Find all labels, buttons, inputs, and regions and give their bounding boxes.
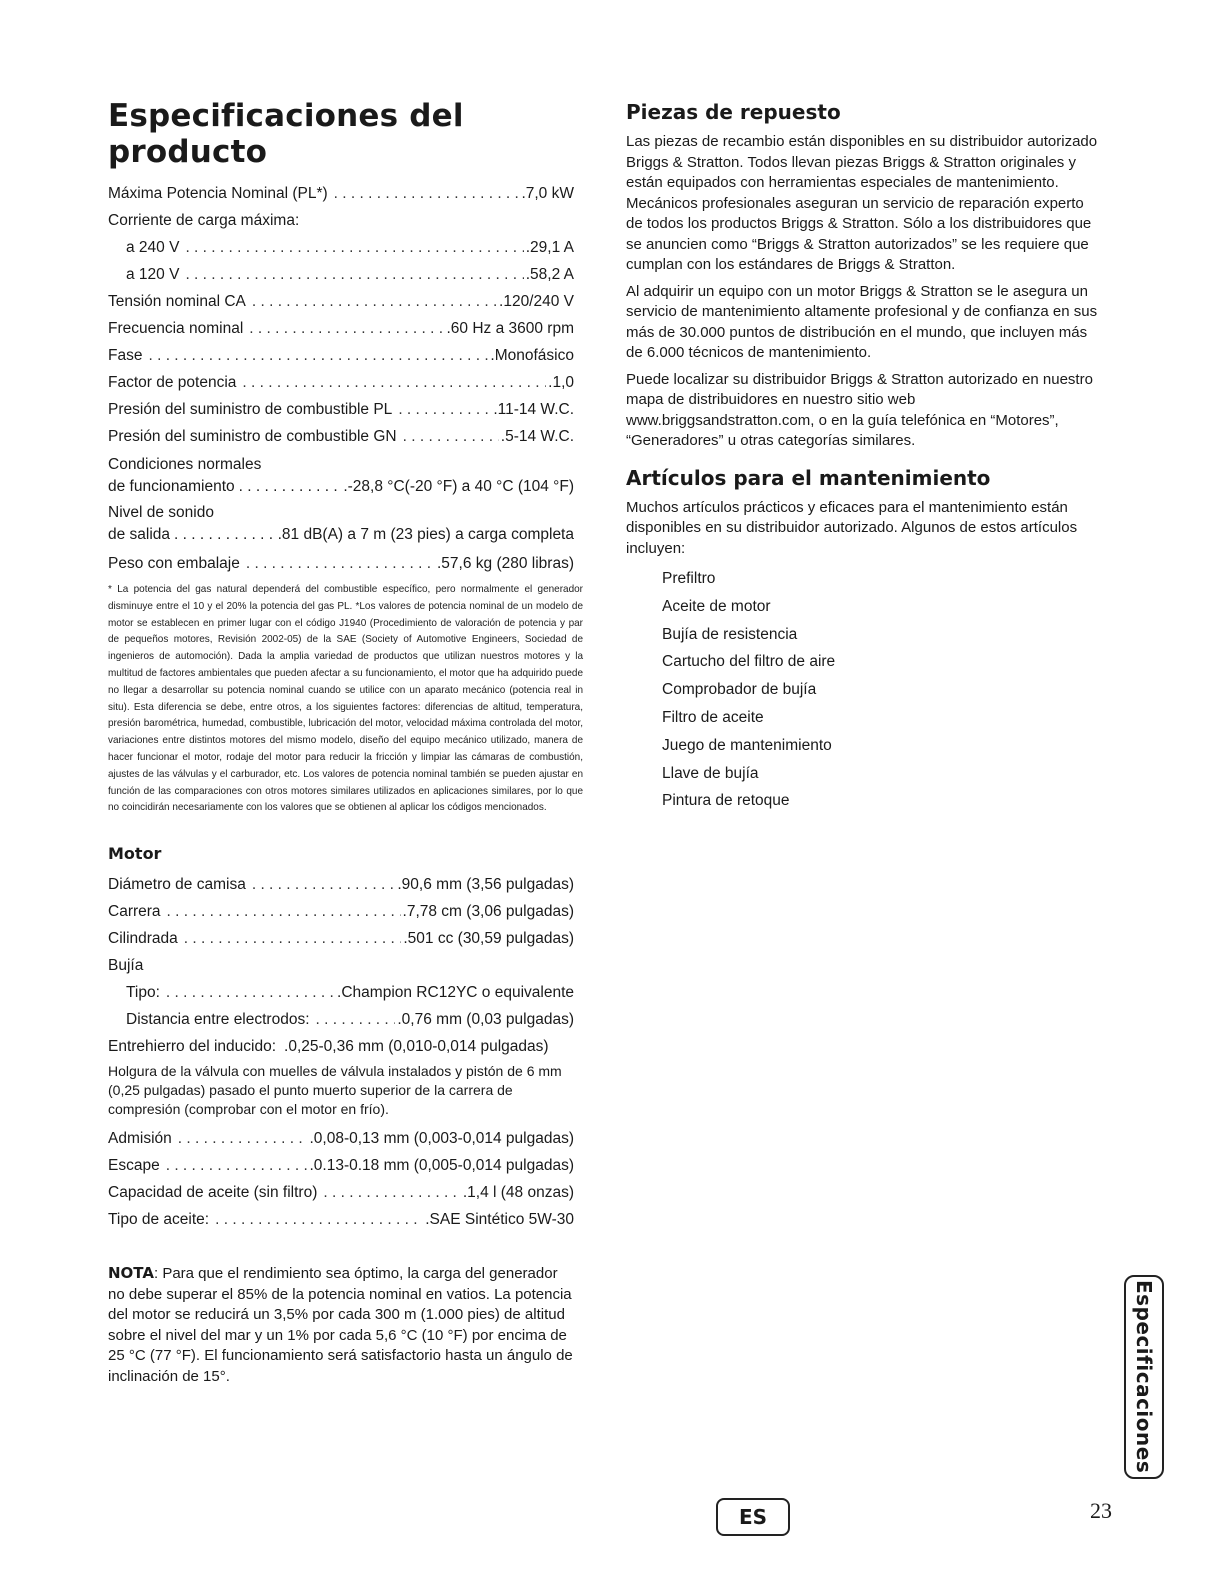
list-item: Comprobador de bujía — [662, 681, 817, 699]
spec-row: Tipo de aceite: . . . .SAE Sintético 5W-30 — [108, 1206, 574, 1233]
nota-paragraph: NOTA: Para que el rendimiento sea óptimo, la carga del generador no debe superar el 85% de la potencia nominal en vatios. La potencia del motor se reducirá un 3,5% por cada 300 m (1.000 pies) de altitud sobre el nivel del mar y un 1% por cada 5,6 °C (10 °F) por encima de 25 °C (77 °F). El funcionamiento será satisfactorio hasta un ángulo de inclinación de 15°. — [108, 1264, 573, 1385]
maintenance-heading: Artículos para el mantenimiento — [626, 465, 991, 490]
language-badge: ES — [716, 1498, 790, 1536]
spec-row: Escape . . . .0.13-0.18 mm (0,005-0,014 pulgadas) — [108, 1152, 574, 1179]
list-item: Juego de mantenimiento — [662, 736, 832, 754]
spec-row-noise: Nivel de sonido de salida . . . .81 dB(A) a 7 m (23 pies) a carga completa — [108, 502, 574, 546]
spec-row: Presión del suministro de combustible PL . . . .11-14 W.C. — [108, 396, 574, 423]
power-footnote: * La potencia del gas natural dependerá del combustible específico, pero normalmente el generador disminuye entre el 10 y el 20% la potencia del gas PL. *Los valores de potencia nominal de un modelo de motor se establecen en primer lugar con el código J1940 (Procedimiento de valoración de potencia y par de pequeños motores, Revisión 2002-05) de la SAE (Society of Automotive Engineers, Sociedad de ingenieros de automoción). Dada la amplia variedad de productos que utilizan nuestros motores y la multitud de factores ambientales que pueden afectar a su funcionamiento, el motor que ha adquirido puede no llegar a desarrollar su potencia nominal cuando se utilice con un aparato mecánico (potencia real in situ). Esta diferencia se debe, entre otros, a los siguientes factores: diferencias de altitud, temperatura, presión barométrica, humedad, combustible, lubricación del motor, velocidad máxima controlada del motor, variaciones entre distintos motores del mismo modelo, diseño del equipo mecánico utilizado, manera de hacer funcionar el motor, rodaje del motor para reducir la fricción y limpiar las cámaras de combustión, ajustes de las válvulas y el carburador, etc. Los valores de potencia nominal también se pueden ajustar en función de las comparaciones con otros motores similares utilizados en aplicaciones similares, por lo que no coincidirán necesariamente con los valores que se obtienen al aplicar los códigos mencionados. — [108, 583, 583, 814]
spec-row: Admisión . . . .0,08-0,13 mm (0,003-0,014 pulgadas) — [108, 1125, 574, 1152]
spec-row: Tipo: . . . .Champion RC12YC o equivalente — [108, 979, 574, 1006]
list-item: Llave de bujía — [662, 764, 759, 782]
spec-row: Carrera . . . .7,78 cm (3,06 pulgadas) — [108, 898, 574, 925]
spec-row: Tensión nominal CA . . . .120/240 V — [108, 288, 574, 315]
spec-row: Factor de potencia . . . .1,0 — [108, 369, 574, 396]
parts-paragraph: Las piezas de recambio están disponibles en su distribuidor autorizado Briggs & Stratton. Todos llevan piezas Briggs & Stratton originales y están equipados con herramientas especiales de mantenimiento. Mecánicos profesionales aseguran un servicio de reparación experto de todos los productos Briggs & Stratton. Sólo a los distribuidores que se anuncien como “Briggs & Stratton autorizados” se les requiere que cumplan con los estándares de Briggs & Stratton. — [626, 133, 1098, 273]
spec-row: Entrehierro del inducido: .0,25-0,36 mm (0,010-0,014 pulgadas) — [108, 1038, 549, 1056]
spec-row: a 240 V . . . .29,1 A — [108, 234, 574, 261]
spec-row: Máxima Potencia Nominal (PL*) . . . .7,0 kW — [108, 180, 574, 207]
spec-row: Bujía — [108, 957, 144, 975]
left-column — [108, 98, 583, 1387]
valve-specs — [108, 1125, 574, 1233]
spec-row: Diámetro de camisa . . . .90,6 mm (3,56 pulgadas) — [108, 871, 574, 898]
product-specs — [108, 180, 574, 577]
list-item: Pintura de retoque — [662, 792, 790, 810]
list-item: Aceite de motor — [662, 597, 771, 615]
maintenance-list — [626, 565, 1104, 815]
parts-paragraph: Puede localizar su distribuidor Briggs & Stratton autorizado en nuestro mapa de distribuidores en nuestro sitio web www.briggsandstratton.com, o en la guía telefónica en “Motores”, “Generadores” u otras categorías similares. — [626, 370, 1093, 449]
spec-row: Capacidad de aceite (sin filtro) . . . .1,4 l (48 onzas) — [108, 1179, 574, 1206]
spec-row: Cilindrada . . . .501 cc (30,59 pulgadas) — [108, 925, 574, 952]
page-number: 23 — [1090, 1498, 1112, 1523]
spec-row: Corriente de carga máxima: — [108, 212, 300, 229]
list-item: Bujía de resistencia — [662, 625, 798, 643]
parts-paragraph: Al adquirir un equipo con un motor Briggs & Stratton se le asegura un servicio de mantenimiento altamente profesional y de confianza en sus más de 30.000 puntos de distribución en el mundo, que incluyen más de 6.000 técnicos de mantenimiento. — [626, 282, 1098, 361]
page-title: Especificaciones del producto — [108, 98, 464, 170]
spec-row: Presión del suministro de combustible GN . . . .5-14 W.C. — [108, 423, 574, 450]
right-column — [626, 100, 1104, 815]
list-item: Filtro de aceite — [662, 708, 764, 726]
list-item: Cartucho del filtro de aire — [662, 653, 836, 671]
section-side-tab: Especificaciones — [1124, 1275, 1164, 1479]
spec-row: Peso con embalaje . . . .57,6 kg (280 libras) — [108, 550, 574, 577]
valve-clearance-note: Holgura de la válvula con muelles de válvula instalados y pistón de 6 mm (0,25 pulgadas) pasado el punto muerto superior de la carrera de compresión (comprobar con el motor en frío). — [108, 1063, 562, 1118]
maintenance-intro: Muchos artículos prácticos y eficaces para el mantenimiento están disponibles en su distribuidor autorizado. Algunos de estos artículos incluyen: — [626, 498, 1078, 557]
spec-row: Fase . . . .Monofásico — [108, 342, 574, 369]
spec-row: Distancia entre electrodos: . . . .0,76 mm (0,03 pulgadas) — [108, 1006, 574, 1033]
spec-row: a 120 V . . . .58,2 A — [108, 261, 574, 288]
motor-heading: Motor — [108, 844, 162, 864]
motor-specs — [108, 871, 574, 1060]
list-item: Prefiltro — [662, 570, 716, 587]
spec-row-conditions: Condiciones normales de funcionamiento . . . .-28,8 °C(-20 °F) a 40 °C (104 °F) — [108, 454, 574, 498]
parts-heading: Piezas de repuesto — [626, 100, 841, 124]
spec-row: Frecuencia nominal . . . .60 Hz a 3600 rpm — [108, 315, 574, 342]
